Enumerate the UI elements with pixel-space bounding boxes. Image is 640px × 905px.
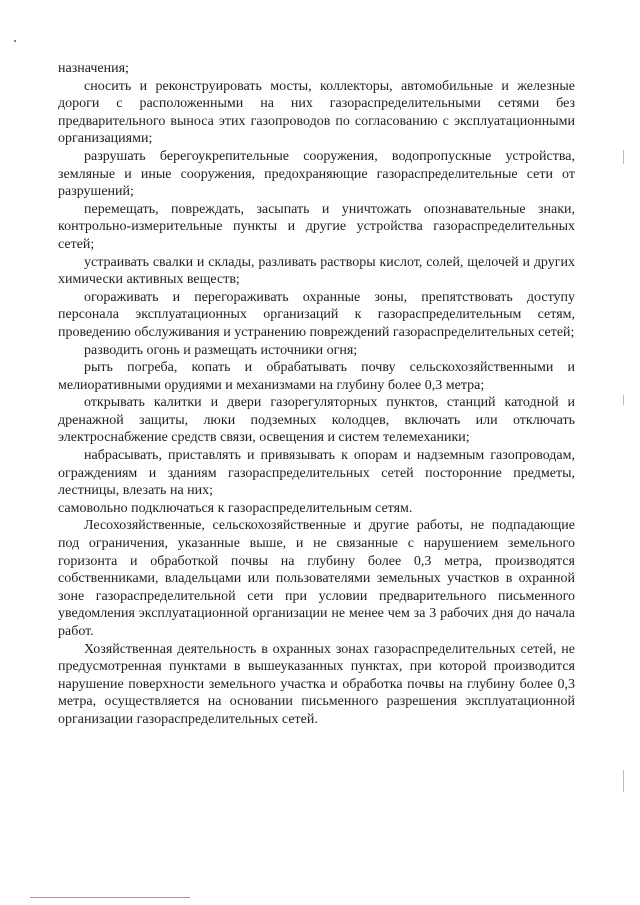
paragraph: Лесохозяйственные, сельскохозяйственные и другие работы, не подпадающие под ограничения, указанные выше, и не связанные с нарушением земельного горизонта и обработкой почвы на глубину более 0,3 метра, производятся собственниками, владельцами или пользователями земельных участков в охранной зоне газораспределительной сети при условии предварительного письменного уведомления эксплуатационной организации не менее чем за 3 рабочих дня до начала работ. xyxy=(58,518,575,639)
paragraph: набрасывать, приставлять и привязывать к опорам и надземным газопроводам, ограждениям и зданиям газораспределительных сетей посторонние предметы, лестницы, влезать на них; xyxy=(58,448,575,499)
paragraph: сносить и реконструировать мосты, коллекторы, автомобильные и железные дороги с расположенными на них газораспределительными сетями без предварительного выноса этих газопроводов по согласованию с эксплуатационными организациями; xyxy=(58,78,575,147)
paragraph: рыть погреба, копать и обрабатывать почву сельскохозяйственными и мелиоративными орудиями и механизмами на глубину более 0,3 метра; xyxy=(58,360,575,393)
scan-edge-mark xyxy=(623,150,624,164)
paragraph: огораживать и перегораживать охранные зоны, препятствовать доступу персонала эксплуатационных организаций к газораспределительным сетям, проведению обслуживания и устранению повреждений газораспределительных сетей; xyxy=(58,289,575,340)
paragraph: перемещать, повреждать, засыпать и уничтожать опознавательные знаки, контрольно-измерительные пункты и другие устройства газораспределительных сетей; xyxy=(58,201,575,252)
scan-speck xyxy=(14,40,16,42)
paragraph: самовольно подключаться к газораспределительным сетям. xyxy=(58,500,413,516)
scan-edge-mark xyxy=(623,395,624,405)
scan-bottom-edge xyxy=(30,897,190,898)
paragraph: разрушать берегоукрепительные сооружения, водопропускные устройства, земляные и иные сооружения, предохраняющие газораспределительные сети от разрушений; xyxy=(58,148,575,200)
paragraph: разводить огонь и размещать источники огня; xyxy=(84,342,358,358)
paragraph: Хозяйственная деятельность в охранных зонах газораспределительных сетей, не предусмотренная пунктами в вышеуказанных пунктах, при которой производится нарушение поверхности земельного участка и обработка почвы на глубину более 0,3 метра, осуществляется на основании письменного разрешения эксплуатационной организации газораспределительных сетей. xyxy=(58,641,575,727)
scan-edge-mark xyxy=(623,770,624,792)
paragraph: назначения; xyxy=(58,61,129,76)
document-body xyxy=(58,60,575,729)
paragraph: устраивать свалки и склады, разливать растворы кислот, солей, щелочей и других химически активных веществ; xyxy=(58,254,575,288)
paragraph: открывать калитки и двери газорегуляторных пунктов, станций катодной и дренажной защиты, люки подземных колодцев, включать или отключать электроснабжение средств связи, освещения и систем телемеханики; xyxy=(58,395,575,446)
